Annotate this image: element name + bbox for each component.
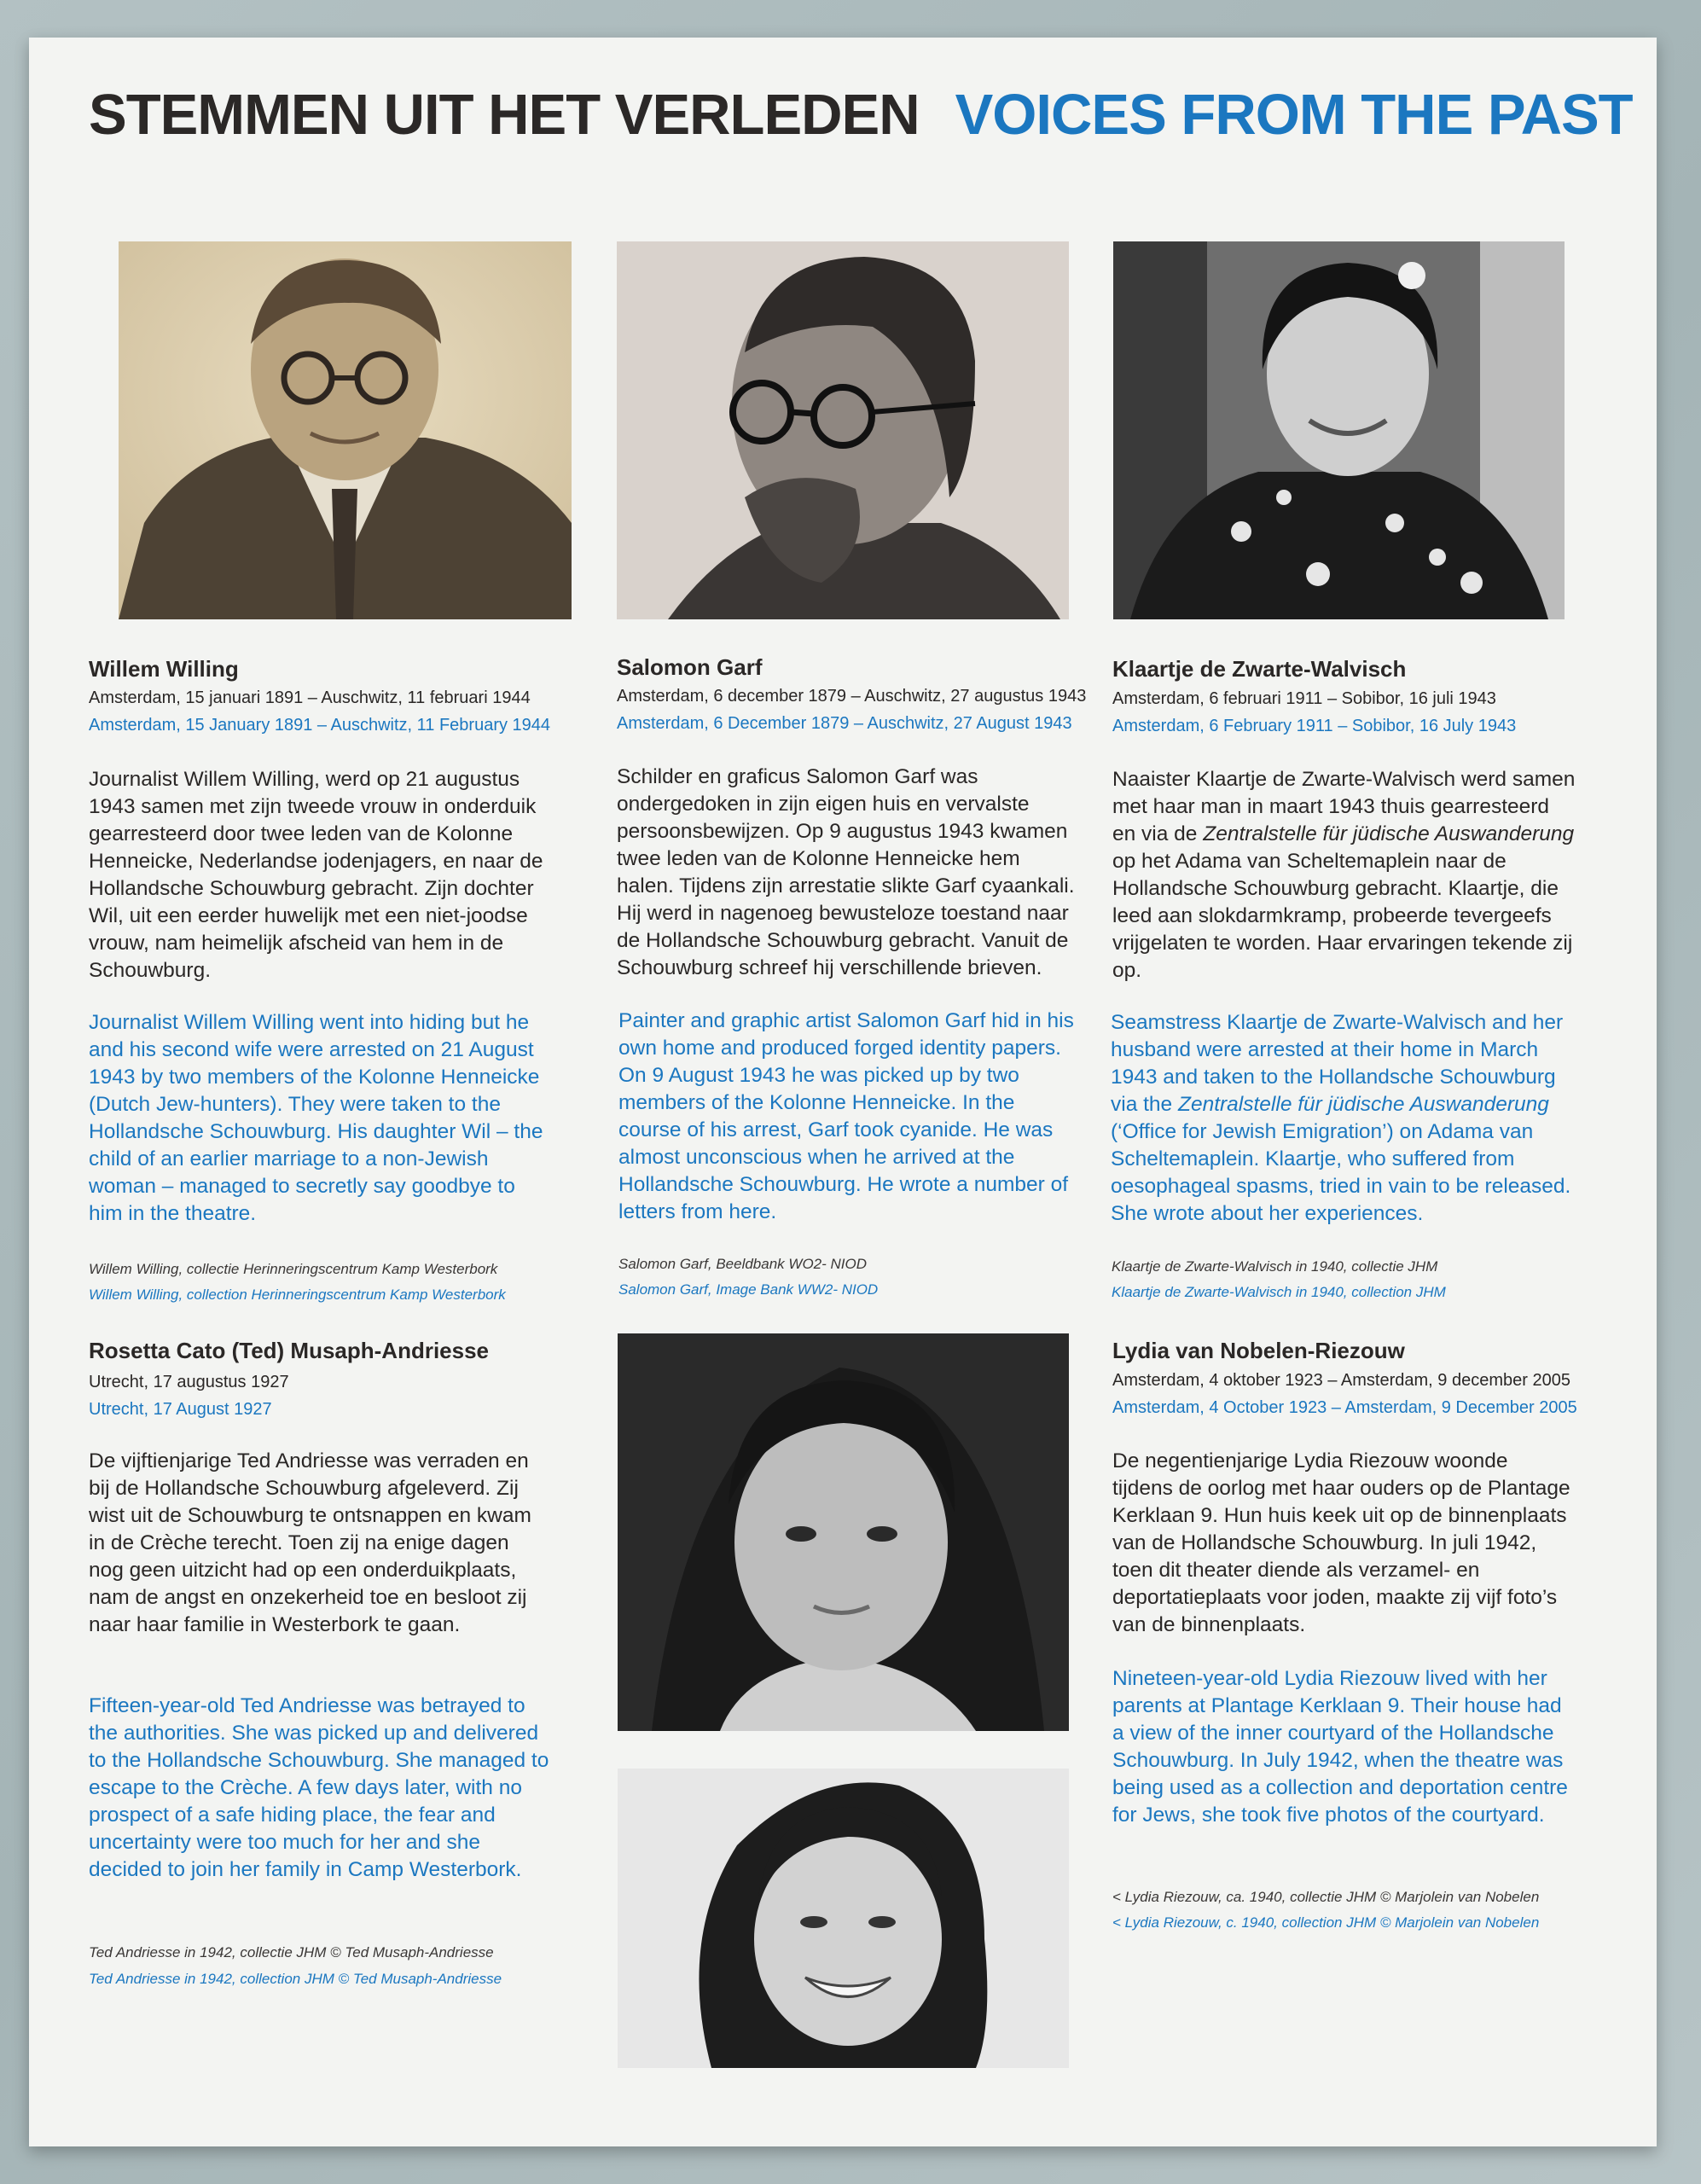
bio-english: Painter and graphic artist Salomon Garf hid in his own home and produced forged identity papers. On 9 August 1943 he was picked up by two members of the Kolonne Henneicke. In the course of his arrest, Garf took cyanide. He was almost unconscious when he arrived at the Hollandsche Schouwburg. He wrote a number of letters from here. — [618, 1009, 1074, 1223]
bio-english — [1111, 1009, 1576, 1228]
dates-dutch: Amsterdam, 6 december 1879 – Auschwitz, 27 augustus 1943 — [617, 687, 1087, 706]
photo-ted-andriesse — [618, 1333, 1069, 1731]
dates-english: Amsterdam, 6 February 1911 – Sobibor, 16 July 1943 — [1112, 717, 1517, 735]
caption-dutch: Klaartje de Zwarte-Walvisch in 1940, collectie JHM — [1112, 1258, 1438, 1275]
name-rosetta-musaph-andriesse: Rosetta Cato (Ted) Musaph-Andriesse — [89, 1338, 490, 1363]
bio-dutch: De negentienjarige Lydia Riezouw woonde tijdens de oorlog met haar ouders op de Plantage Kerklaan 9. Hun huis keek uit op de binnenplaats van de Hollandsche Schouwburg. In juli 1942, toen dit theater diende als verzamel- en deportatieplaats voor joden, maakte zij vijf foto’s van de binnenplaats. — [1112, 1449, 1570, 1636]
caption-dutch: < Lydia Riezouw, ca. 1940, collectie JHM © Marjolein van Nobelen — [1112, 1889, 1540, 1905]
bio-english-part: (‘Office for Jewish Emigration’) on Adama van Scheltemaplein. Klaartje, who suffered from oesophageal spasms, tried in vain to be released. She wrote about her experiences. — [1111, 1120, 1571, 1225]
bio-english: Nineteen-year-old Lydia Riezouw lived with her parents at Plantage Kerklaan 9. Their house had a view of the inner courtyard of the Hollandsche Schouwburg. In July 1942, when the theatre was being used as a collection and deportation centre for Jews, she took five photos of the courtyard. — [1112, 1667, 1568, 1827]
bio-dutch: Journalist Willem Willing, werd op 21 augustus 1943 samen met zijn tweede vrouw in onderduik gearresteerd door twee leden van de Kolonne Henneicke, Nederlandse jodenjagers, en naar de Hollandsche Schouwburg gebracht. Zijn dochter Wil, uit een eerder huwelijk met een niet-joodse vrouw, nam heimelijk afscheid van hem in de Schouwburg. — [89, 768, 543, 982]
bio-dutch: De vijftienjarige Ted Andriesse was verraden en bij de Hollandsche Schouwburg afgeleverd. Zij wist uit de Schouwburg te ontsnappen en kwam in de Crèche terecht. Toen zij na enige dagen nog geen uitzicht had op een onderduikplaats, nam de angst en onzekerheid toe en besloot zij naar haar familie in Westerbork te gaan. — [89, 1449, 531, 1636]
bio-english: Journalist Willem Willing went into hiding but he and his second wife were arrested on 21 August 1943 by two members of the Kolonne Henneicke (Dutch Jew-hunters). They were taken to the Hollandsche Schouwburg. His daughter Wil – the child of an earlier marriage to a non-Jewish woman – managed to secretly say goodbye to him in the theatre. — [89, 1011, 543, 1225]
photo-willem-willing — [119, 241, 572, 619]
photo-salomon-garf — [617, 241, 1069, 619]
caption-english: Ted Andriesse in 1942, collection JHM © Ted Musaph-Andriesse — [89, 1971, 502, 1987]
caption-english: Klaartje de Zwarte-Walvisch in 1940, collection JHM — [1112, 1284, 1446, 1300]
bio-dutch: Schilder en graficus Salomon Garf was ondergedoken in zijn eigen huis en vervalste persoonsbewijzen. Op 9 augustus 1943 kwamen twee leden van de Kolonne Henneicke hem halen. Tijdens zijn arrestatie slikte Garf cyaankali. Hij werd in nagenoeg bewusteloze toestand naar de Hollandsche Schouwburg gebracht. Vanuit de Schouwburg schreef hij verschillende brieven. — [617, 765, 1075, 979]
name-lydia-van-nobelen-riezouw: Lydia van Nobelen-Riezouw — [1112, 1338, 1405, 1363]
title-dutch: STEMMEN UIT HET VERLEDEN — [89, 83, 920, 147]
caption-english: Willem Willing, collection Herinneringscentrum Kamp Westerbork — [89, 1287, 506, 1303]
bio-english-part: Seamstress Klaartje de Zwarte-Walvisch and her husband were arrested at their home in March 1943 and taken to the Hollandsche Schouwburg via the — [1111, 1011, 1564, 1116]
bio-dutch — [1112, 766, 1577, 985]
bio-english-italic: Zentralstelle für jüdische Auswanderung — [1178, 1093, 1549, 1116]
photo-lydia-riezouw — [618, 1769, 1069, 2068]
caption-dutch: Willem Willing, collectie Herinneringscentrum Kamp Westerbork — [89, 1261, 498, 1277]
panel-title — [89, 82, 1633, 148]
dates-dutch: Amsterdam, 4 oktober 1923 – Amsterdam, 9 december 2005 — [1112, 1371, 1570, 1390]
dates-dutch: Utrecht, 17 augustus 1927 — [89, 1373, 289, 1391]
dates-dutch: Amsterdam, 15 januari 1891 – Auschwitz, 11 februari 1944 — [89, 688, 531, 707]
name-willem-willing: Willem Willing — [89, 656, 239, 682]
name-salomon-garf: Salomon Garf — [617, 654, 763, 680]
caption-dutch: Ted Andriesse in 1942, collectie JHM © Ted Musaph-Andriesse — [89, 1944, 494, 1960]
dates-english: Utrecht, 17 August 1927 — [89, 1400, 272, 1419]
bio-dutch-part: Naaister Klaartje de Zwarte-Walvisch werd samen met haar man in maart 1943 thuis gearresteerd en via de — [1112, 768, 1576, 845]
name-klaartje-de-zwarte-walvisch: Klaartje de Zwarte-Walvisch — [1112, 656, 1407, 682]
dates-english: Amsterdam, 4 October 1923 – Amsterdam, 9 December 2005 — [1112, 1398, 1577, 1417]
dates-dutch: Amsterdam, 6 februari 1911 – Sobibor, 16 juli 1943 — [1112, 689, 1496, 708]
title-english: VOICES FROM THE PAST — [955, 83, 1633, 147]
caption-english: Salomon Garf, Image Bank WW2- NIOD — [618, 1281, 879, 1298]
bio-dutch-italic: Zentralstelle für jüdische Auswanderung — [1203, 822, 1575, 845]
bio-dutch-part: op het Adama van Scheltemaplein naar de Hollandsche Schouwburg gebracht. Klaartje, die leed aan slokdarmkramp, probeerde tevergeefs vrijgelaten te worden. Haar ervaringen tekende zij op. — [1112, 850, 1573, 982]
photo-klaartje-de-zwarte-walvisch — [1113, 241, 1565, 619]
caption-english: < Lydia Riezouw, c. 1940, collection JHM © Marjolein van Nobelen — [1112, 1914, 1540, 1931]
bio-english: Fifteen-year-old Ted Andriesse was betrayed to the authorities. She was picked up and delivered to the Hollandsche Schouwburg. She managed to escape to the Crèche. A few days later, with no prospect of a safe hiding place, the fear and uncertainty were too much for her and she decided to join her family in Camp Westerbork. — [89, 1694, 549, 1881]
dates-english: Amsterdam, 6 December 1879 – Auschwitz, 27 August 1943 — [617, 714, 1072, 733]
caption-dutch: Salomon Garf, Beeldbank WO2- NIOD — [618, 1256, 868, 1272]
dates-english: Amsterdam, 15 January 1891 – Auschwitz, 11 February 1944 — [89, 716, 551, 735]
